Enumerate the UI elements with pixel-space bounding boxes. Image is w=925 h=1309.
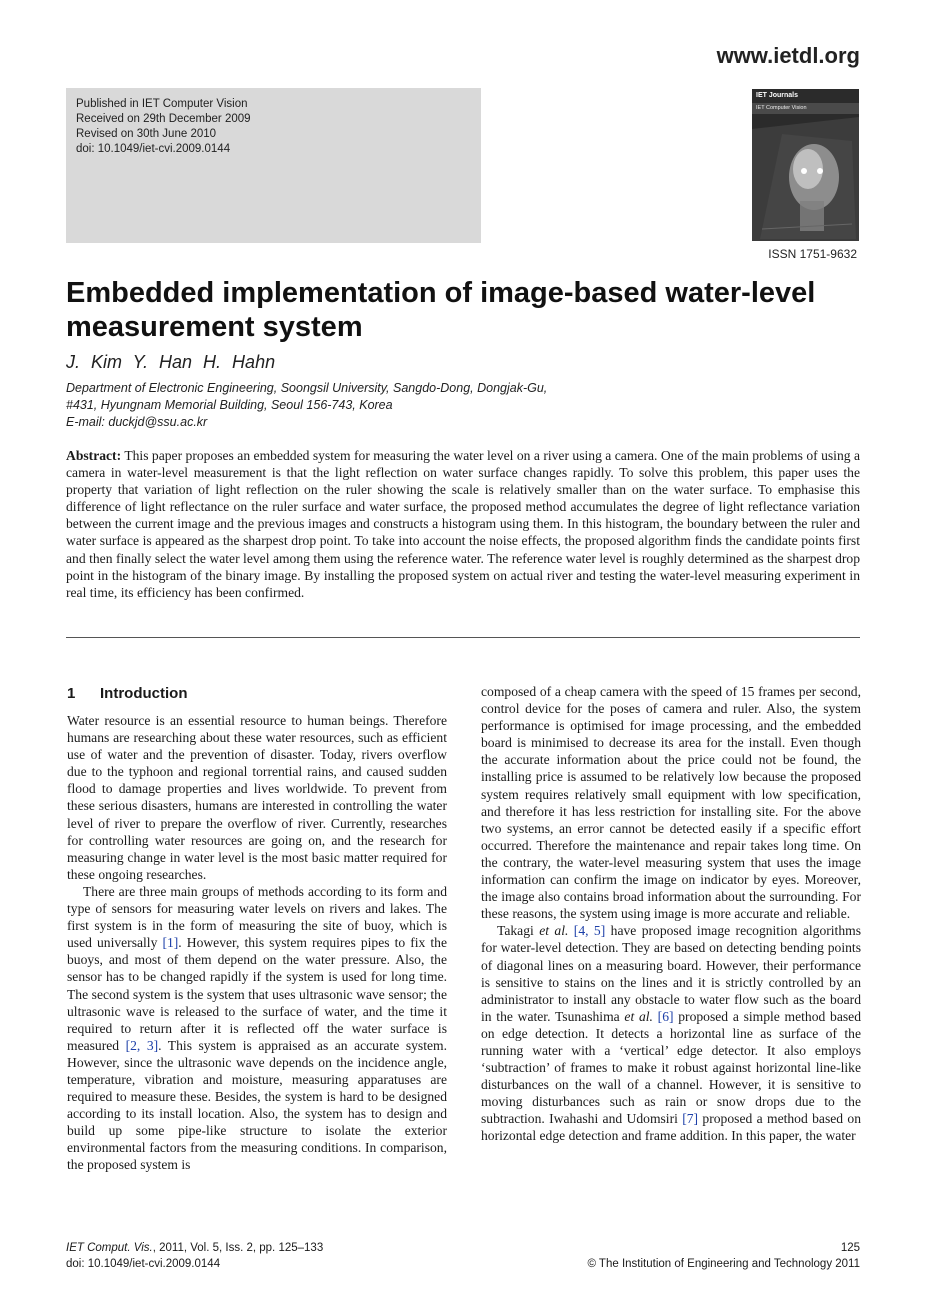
issn: ISSN 1751-9632 [768,247,857,261]
citation-link[interactable]: [6] [657,1008,674,1024]
journal-abbrev: IET Comput. Vis. [66,1242,153,1254]
authors: J. Kim Y. Han H. Hahn [66,352,276,372]
revised-date: Revised on 30th June 2010 [76,128,217,140]
published-in: Published in IET Computer Vision [76,98,248,110]
paper-title: Embedded implementation of image-based water-level measurement system [66,277,816,343]
abstract-label: Abstract: [66,448,122,463]
footer-citation [66,1240,323,1272]
paragraph: Water resource is an essential resource to human beings. Therefore humans are researching about these water resources, such as efficient use of water and the prevention of disaster. Today, rivers overflow due to the typhoon and regional torrential rains, and caused sudden flood to damage properties and lives worldwide. To prevent from these serious disasters, humans are interested in controlling the water level of river to prepare the overflow of river. Currently, researches for controlling water resources are going on, and the research for measuring change in water level is the most basic matter required for these ongoing researches. [67,713,447,882]
journal-cover-image [752,89,859,241]
left-column [67,683,447,1174]
affiliation-line: #431, Hyungnam Memorial Building, Seoul 156-743, Korea [66,398,393,412]
received-date: Received on 29th December 2009 [76,113,251,125]
cover-journal-title: IET Computer Vision [752,103,859,114]
publication-info-box [66,88,481,243]
right-column [481,683,861,1145]
citation-link[interactable]: [4, 5] [573,923,606,939]
paragraph: composed of a cheap camera with the speed of 15 frames per second, control device for the poses of camera and ruler. Also, the system performance is optimised for image processing, and the embedded board is minimised to decrease its area for the install. Even though the accurate information about the price could not be found, the installing price is assumed to be relatively low because the proposed system requires relatively small equipment with low specification, and therefore it has less restriction for installing site. For the above two systems, an error cannot be detected easily if a specific effort occurred. Therefore the maintenance and repair takes long time. On the contrary, the water-level measuring system that uses the image information can confirm the image on indicator by eyes. Moreover, the image also contains broad information about the surrounding. For these reasons, the system using image is more accurate and reliable. [481,684,861,922]
affiliation-line: Department of Electronic Engineering, Soongsil University, Sangdo-Dong, Dongjak-Gu, [66,381,548,395]
cover-face-graphic [752,89,859,241]
section-heading [67,683,447,705]
paragraph: There are three main groups of methods according to its form and type of sensors for measuring water levels on rivers and lakes. The first system is in the form of measuring the site of buoy, which is used universally [1]. However, this system requires pipes to fix the buoys, and most of them depend on the water pressure. Also, the sensor has to be changed rapidly if the system is used for long time. The second system is the system that uses ultrasonic wave sensor; the ultrasonic wave is released to the surface of water, and the time it required to return after it is reflected off the water surface is measured [2, 3]. This system is appraised as an accurate system. However, since the ultrasonic wave depends on the incidence angle, temperature, vibration and moisture, measuring apparatuses are required to measure these. Besides, the system is hard to be designed according to its install location. Also, the system has to design and build up some pipe-like structure to isolate the exterior environmental factors from the measuring conditions. In comparison, the proposed system is [67,883,447,1173]
citation-details: , 2011, Vol. 5, Iss. 2, pp. 125–133 [152,1242,324,1254]
section-number: 1 [67,685,76,702]
citation-link[interactable]: [2, 3] [125,1037,159,1053]
author-email: E-mail: duckjd@ssu.ac.kr [66,415,208,429]
footer-copyright [587,1240,860,1272]
abstract [66,447,860,601]
citation-link[interactable]: [1] [162,935,179,951]
section-title: Introduction [100,685,188,702]
site-url[interactable]: www.ietdl.org [716,43,860,68]
cover-brand: IET Journals [756,92,799,99]
section-divider [66,637,860,638]
footer-doi: doi: 10.1049/iet-cvi.2009.0144 [66,1258,221,1270]
paragraph: Takagi et al. [4, 5] have proposed image recognition algorithms for water-level detection. They are based on detecting bending points of diagonal lines on a measuring board. However, their performance is sensitive to stains on the lines and it is strictly controlled by an administrator to install any obstacle to water flow such as the board in the water. Tsunashima et al. [6] proposed a simple method based on edge detection. It detects a horizontal line as surface of the running water with a ‘vertical’ edge detector. It also employs ‘subtraction’ of frames to make it robust against horizontal line-like disturbances on the wall of a channel. However, it is sensitive to moving disturbances such as rain or snow drops due to the subtraction. Iwahashi and Udomsiri [7] proposed a method based on horizontal edge detection and frame addition. In this paper, the water [481,923,861,1144]
copyright: © The Institution of Engineering and Technology 2011 [587,1258,860,1270]
doi: doi: 10.1049/iet-cvi.2009.0144 [76,143,231,155]
abstract-text: This paper proposes an embedded system for measuring the water level on a river using a camera. One of the main problems of using a camera in water-level measurement is that the light reflection on water surface changes rapidly. To solve this problem, this paper uses the property that variation of light reflection on the ruler showing the scale is relatively smaller than on the water surface. To emphasise this difference of light reflectance on the ruler surface and water surface, the proposed method accumulates the degree of light reflectance variation between the current image and the previous images and constructs a histogram using them. In this histogram, the boundary between the ruler and water surface is appeared as the sharpest drop point. To take into account the noise effects, the proposed algorithm finds the candidate points first and then finally select the water level among them using the reference water. The reference water level is roughly determined as the sharpest drop point in the histogram of the binary image. By installing the proposed system on actual river and testing the water-level measuring experiment in real time, its efficiency has been confirmed. [66,448,860,600]
page-number: 125 [840,1242,860,1254]
citation-link[interactable]: [7] [682,1111,699,1127]
